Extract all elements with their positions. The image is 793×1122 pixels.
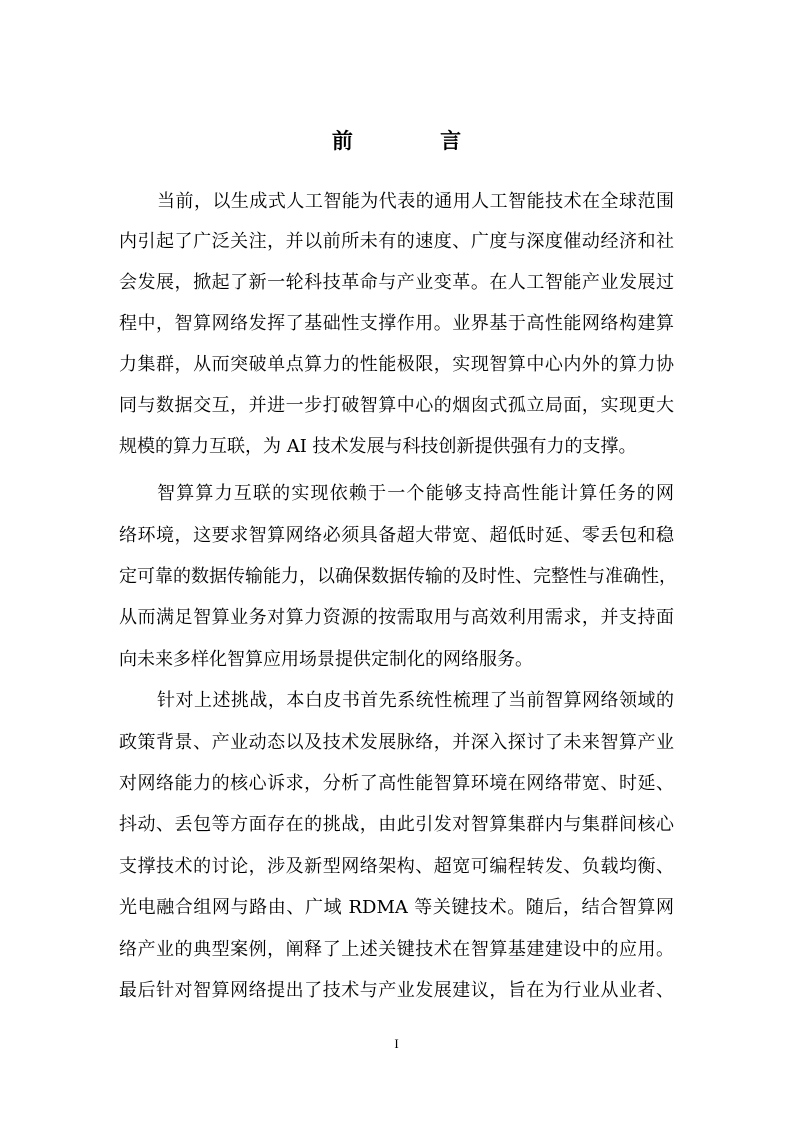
text-line: 定可靠的数据传输能力，以确保数据传输的及时性、完整性与准确性， (119, 566, 677, 587)
text-line: 向未来多样化智算应用场景提供定制化的网络服务。 (119, 649, 533, 670)
text-line: 络产业的典型案例，阐释了上述关键技术在智算基建建设中的应用。 (119, 939, 674, 960)
text-line: 络环境，这要求智算网络必须具备超大带宽、超低时延、零丢包和稳 (119, 525, 674, 546)
text-line: 对网络能力的核心诉求，分析了高性能智算环境在网络带宽、时延、 (119, 773, 674, 794)
text-line: 力集群，从而突破单点算力的性能极限，实现智算中心内外的算力协 (119, 354, 674, 375)
text-line: 智算算力互联的实现依赖于一个能够支持高性能计算任务的网 (157, 483, 674, 504)
text-line: 同与数据交互，并进一步打破智算中心的烟囱式孤立局面，实现更大 (119, 395, 674, 416)
page-number: I (394, 1036, 399, 1051)
text-line: 抖动、丢包等方面存在的挑战，由此引发对智算集群内与集群间核心 (119, 814, 674, 835)
text-line: 内引起了广泛关注，并以前所未有的速度、广度与深度催动经济和社 (119, 231, 674, 252)
text-line: 程中，智算网络发挥了基础性支撑作用。业界基于高性能网络构建算 (119, 313, 674, 334)
text-line: 从而满足智算业务对算力资源的按需取用与高效利用需求，并支持面 (119, 607, 674, 628)
text-line: 光电融合组网与路由、广域 RDMA 等关键技术。随后，结合智算网 (119, 897, 674, 918)
text-line: 会发展，掀起了新一轮科技革命与产业变革。在人工智能产业发展过 (119, 272, 674, 293)
text-line: 规模的算力互联，为 AI 技术发展与科技创新提供强有力的支撑。 (119, 436, 637, 457)
text-line: 针对上述挑战，本白皮书首先系统性梳理了当前智算网络领域的 (157, 690, 674, 711)
text-line: 政策背景、产业动态以及技术发展脉络，并深入探讨了未来智算产业 (119, 732, 674, 753)
text-line: 当前，以生成式人工智能为代表的通用人工智能技术在全球范围 (157, 191, 674, 212)
text-line: 最后针对智算网络提出了技术与产业发展建议，旨在为行业从业者、 (119, 980, 674, 1001)
text-line: 支撑技术的讨论，涉及新型网络架构、超宽可编程转发、负载均衡、 (119, 856, 674, 877)
page-title: 前 言 (331, 128, 502, 153)
